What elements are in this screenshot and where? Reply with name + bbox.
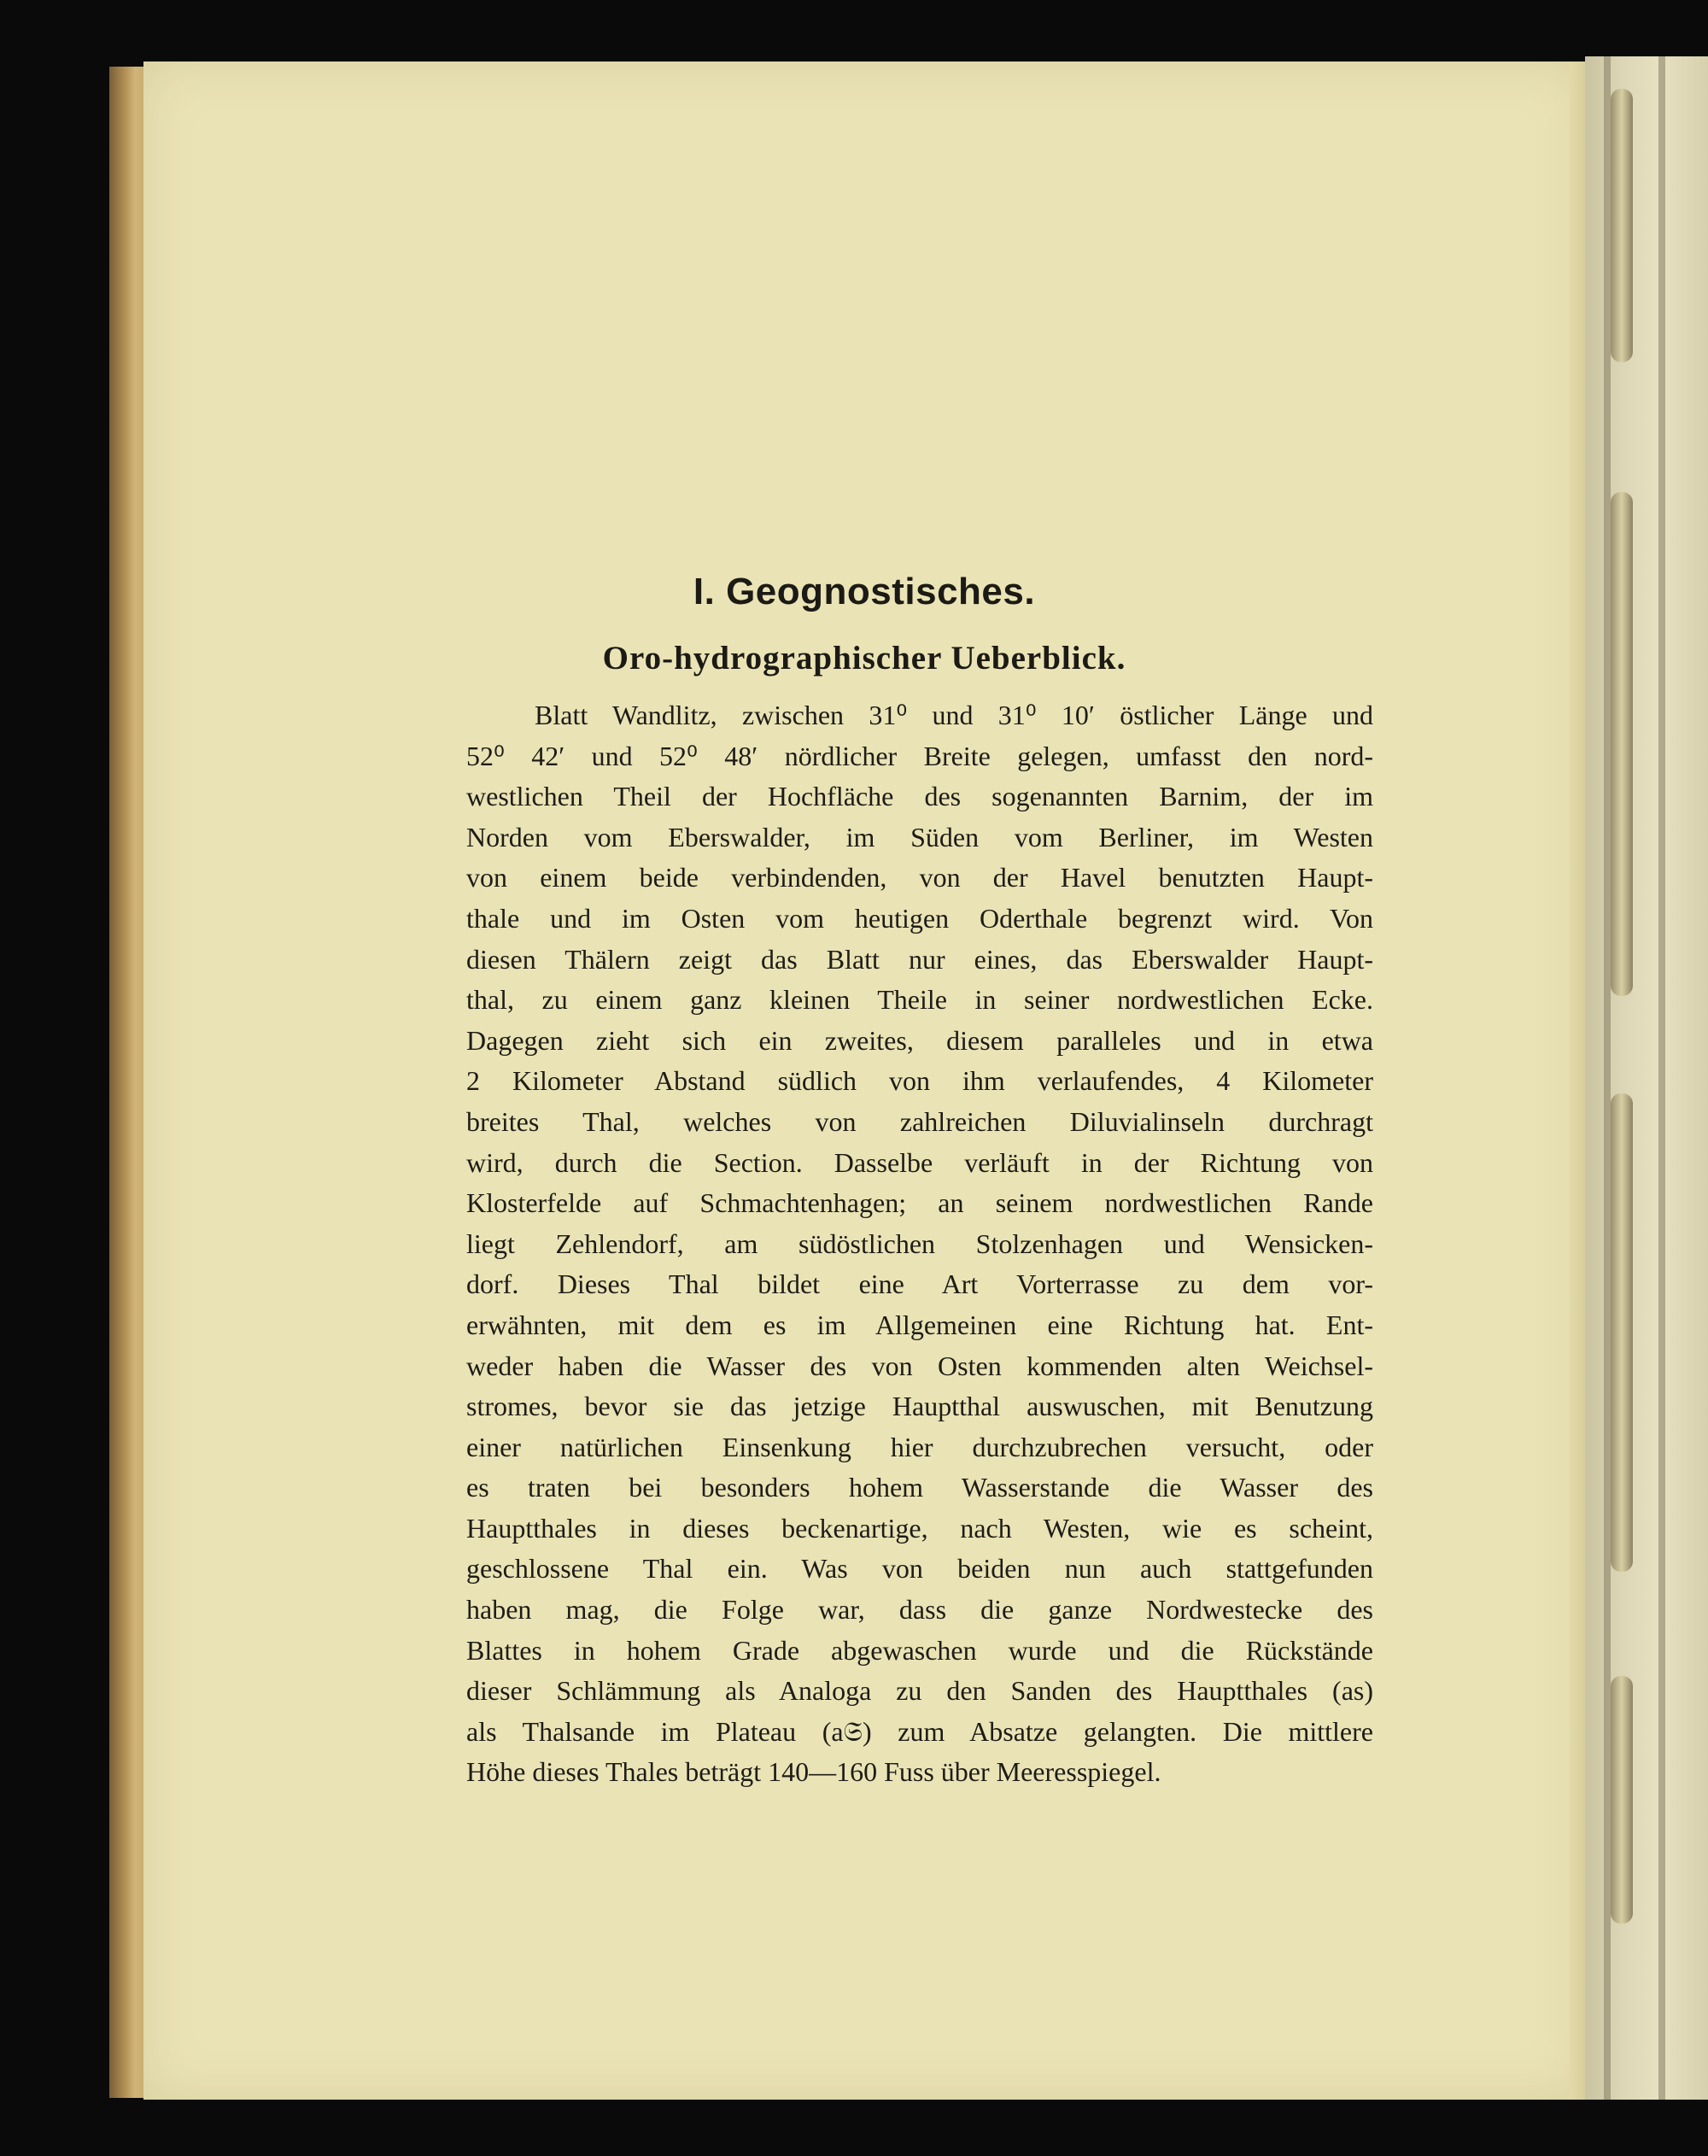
text-line: thale und im Osten vom heutigen Oderthale begrenzt wird. Von bbox=[466, 902, 1373, 934]
text-line: einer natürlichen Einsenkung hier durchzubrechen versucht, oder bbox=[466, 1431, 1373, 1462]
binding-thread bbox=[1611, 492, 1633, 996]
text-line: wird, durch die Section. Dasselbe verläuft in der Richtung von bbox=[466, 1146, 1373, 1178]
text-line: westlichen Theil der Hochfläche des sogenannten Barnim, der im bbox=[466, 781, 1373, 812]
text-line: dieser Schlämmung als Analoga zu den Sanden des Hauptthales (as) bbox=[466, 1675, 1373, 1707]
text-line: geschlossene Thal ein. Was von beiden nun auch stattgefunden bbox=[466, 1553, 1373, 1585]
text-line: weder haben die Wasser des von Osten kommenden alten Weichsel- bbox=[466, 1350, 1373, 1381]
text-line: 2 Kilometer Abstand südlich von ihm verlaufendes, 4 Kilometer bbox=[466, 1065, 1373, 1097]
text-line: Dagegen zieht sich ein zweites, diesem paralleles und in etwa bbox=[466, 1024, 1373, 1056]
text-line: Blattes in hohem Grade abgewaschen wurde und die Rückstände bbox=[466, 1634, 1373, 1666]
binding-fold-line bbox=[1658, 56, 1665, 2100]
text-line: erwähnten, mit dem es im Allgemeinen eine Richtung hat. Ent- bbox=[466, 1309, 1373, 1340]
text-line: Hauptthales in dieses beckenartige, nach Westen, wie es scheint, bbox=[466, 1512, 1373, 1544]
body-paragraph bbox=[466, 695, 1373, 1793]
book-binding bbox=[1585, 56, 1708, 2100]
section-subheading: Oro-hydrographischer Ueberblick. bbox=[602, 640, 1126, 677]
binding-thread bbox=[1611, 1093, 1633, 1572]
text-line: dorf. Dieses Thal bildet eine Art Vorterrasse zu dem vor- bbox=[466, 1268, 1373, 1300]
text-line: diesen Thälern zeigt das Blatt nur eines, das Eberswalder Haupt- bbox=[466, 943, 1373, 975]
text-line: es traten bei besonders hohem Wasserstande die Wasser des bbox=[466, 1472, 1373, 1503]
text-line: stromes, bevor sie das jetzige Hauptthal auswuschen, mit Benutzung bbox=[466, 1391, 1373, 1422]
text-line: Klosterfelde auf Schmachtenhagen; an seinem nordwestlichen Rande bbox=[466, 1187, 1373, 1219]
text-line: thal, zu einem ganz kleinen Theile in seiner nordwestlichen Ecke. bbox=[466, 984, 1373, 1016]
text-line: Norden vom Eberswalder, im Süden vom Berliner, im Westen bbox=[466, 821, 1373, 852]
text-line: breites Thal, welches von zahlreichen Diluvialinseln durchragt bbox=[466, 1105, 1373, 1137]
binding-thread bbox=[1611, 1676, 1633, 1924]
binding-thread bbox=[1611, 89, 1633, 362]
text-line: haben mag, die Folge war, dass die ganze Nordwestecke des bbox=[466, 1594, 1373, 1626]
text-line: von einem beide verbindenden, von der Havel benutzten Haupt- bbox=[466, 862, 1373, 893]
text-line: 52⁰ 42′ und 52⁰ 48′ nördlicher Breite gelegen, umfasst den nord- bbox=[466, 740, 1373, 771]
text-line: liegt Zehlendorf, am südöstlichen Stolzenhagen und Wensicken- bbox=[466, 1227, 1373, 1259]
text-line: als Thalsande im Plateau (a𝔖) zum Absatze gelangten. Die mittlere bbox=[466, 1715, 1373, 1747]
section-heading: I. Geognostisches. bbox=[693, 571, 1036, 612]
binding-fold-line bbox=[1604, 56, 1611, 2100]
text-line: Höhe dieses Thales beträgt 140—160 Fuss über Meeresspiegel. bbox=[466, 1756, 1161, 1788]
text-line: Blatt Wandlitz, zwischen 31⁰ und 31⁰ 10′ östlicher Länge und bbox=[535, 700, 1373, 730]
